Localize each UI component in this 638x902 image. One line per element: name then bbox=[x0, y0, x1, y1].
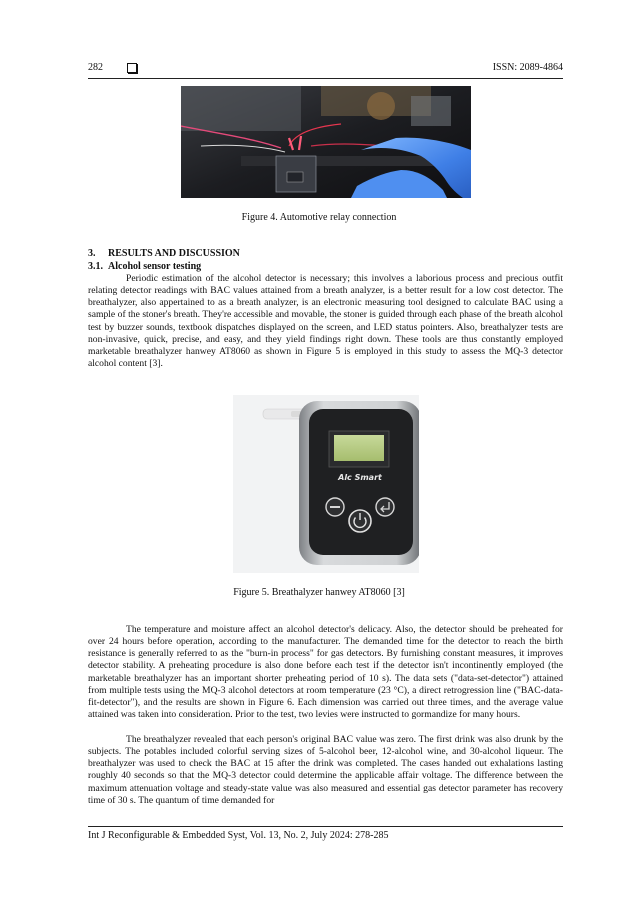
journal-issn: ISSN: 2089-4864 bbox=[492, 62, 563, 73]
footer-rule bbox=[88, 826, 563, 827]
square-bullet-icon bbox=[127, 63, 137, 73]
page-number: 282 bbox=[88, 62, 103, 73]
breathalyzer-illustration bbox=[233, 395, 419, 573]
device-brand-label: Alc Smart bbox=[338, 473, 382, 482]
figure-4-relay-photo bbox=[181, 86, 471, 198]
subsection-heading: 3.1. Alcohol sensor testing bbox=[88, 261, 202, 272]
figure-5-breathalyzer-photo bbox=[233, 395, 419, 573]
enter-icon bbox=[376, 498, 394, 516]
relay-photo-illustration bbox=[181, 86, 471, 198]
section-heading: 3. RESULTS AND DISCUSSION bbox=[88, 248, 240, 259]
footer-citation: Int J Reconfigurable & Embedded Syst, Vol. 13, No. 2, July 2024: 278-285 bbox=[88, 830, 389, 841]
figure-4-caption: Figure 4. Automotive relay connection bbox=[241, 212, 397, 223]
paragraph-3: The breathalyzer revealed that each person's original BAC value was zero. The first drink was also drunk by the subjects. The potables included colorful serving sizes of 5-alcohol beer, 12-alcohol wine, and 30-alcohol liqueur. The breathalyzer was used to check the BAC at 15 after the drink was completed. The cases handed out exhalations lasting roughly 40 seconds so that the MQ-3 detector could determine the applicable affair voltage. The difference between the maximum attenuation voltage and steady-state value was also measured and essential gas detector parameter has recovery time of 30 s. The quantum of time demanded for bbox=[88, 734, 563, 806]
power-icon bbox=[349, 510, 371, 532]
paragraph-1: Periodic estimation of the alcohol detector is necessary; this involves a laborious process and precious outfit relating detector readings with BAC values attained from a breath analyzer, is a better result for a low cost detector. The breathalyzer, also appertained to as a breath analyzer, is an electronic measuring tool designed to calculate BAC using a sample of the stoner's breath. They're accessible and movable, the stoner is guided through each phase of the breath alcohol test by buzzer sounds, textbook dispatches displayed on the screen, and LED status pointers. Also, breathalyzer tests are non-invasive, quick, precise, and easy, and they yield findings right down. These tools are thus constantly employed marketable breathalyzer hanwey AT8060 as shown in Figure 5 is employed in this study to assess the MQ-3 detector alcohol content [3]. bbox=[88, 273, 563, 370]
figure-5-caption: Figure 5. Breathalyzer hanwey AT8060 [3] bbox=[233, 587, 405, 598]
paragraph-2: The temperature and moisture affect an alcohol detector's delicacy. Also, the detector should be preheated for over 24 hours before operation, according to the manufacturer. The demanded time for the detector to reach the birth resistance is generally referred to as the "burn-in process" for gas detectors. By furnishing constant measures, it improves detector stability. A preheating procedure is also done before each test if the detector isn't incontinently employed (the marketable breathalyzer has an important shorter preheating period of 10 s). The data sets ("data-set-detector") attained from multiple tests using the MQ-3 alcohol detectors at room temperature (23 °C), a direct retrogression line ("BAC-data-fit-detector"), and the results are shown in Figure 6. Each dimension was carried out three times, and the average value attained was taken into consideration. Prior to the test, two levies were instructed to gormandize for many hours. bbox=[88, 624, 563, 721]
header-rule bbox=[88, 78, 563, 79]
minus-icon bbox=[326, 498, 344, 516]
